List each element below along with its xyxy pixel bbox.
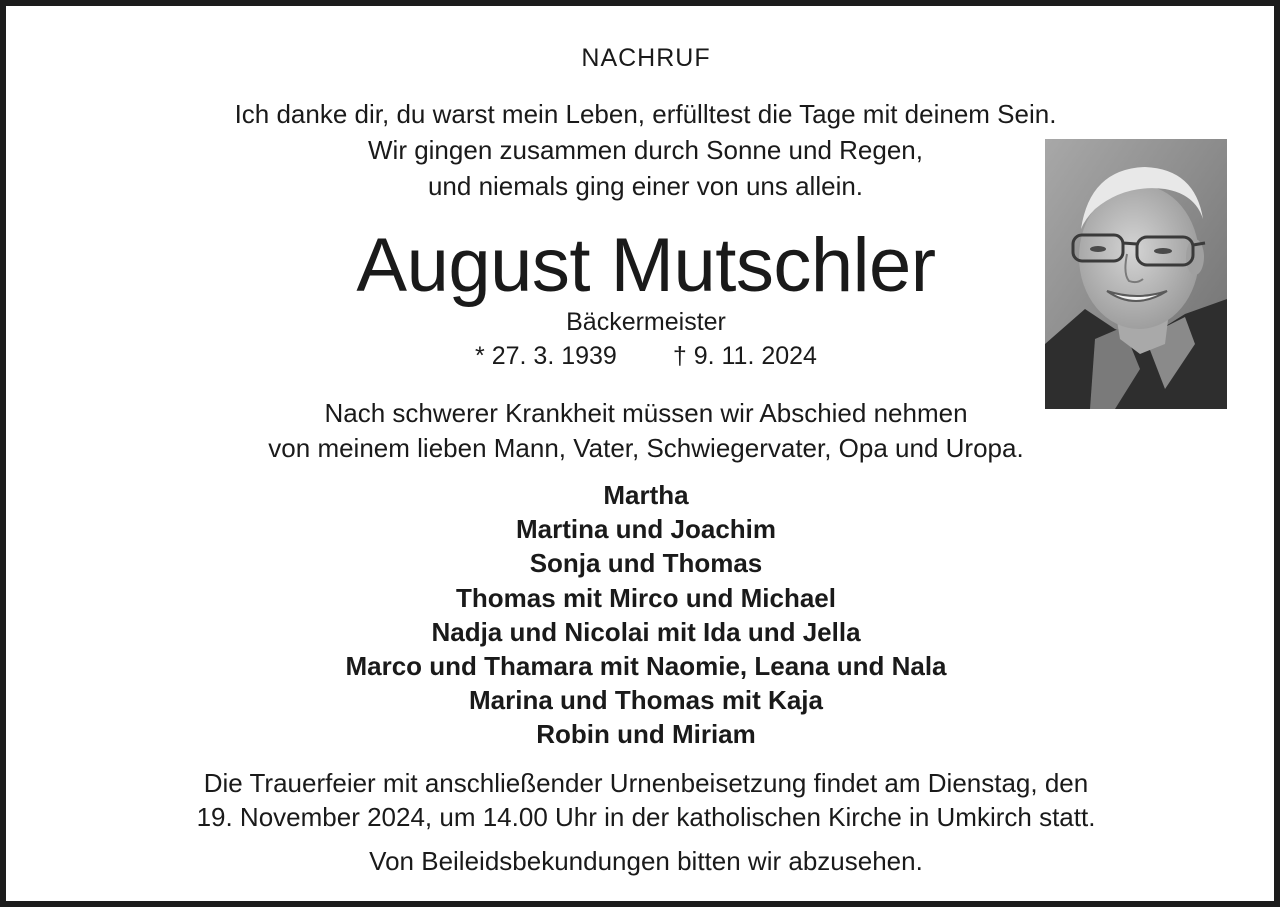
closing-note: Von Beileidsbekundungen bitten wir abzusehen. bbox=[369, 846, 923, 876]
deceased-name: August Mutschler bbox=[356, 223, 936, 308]
birth-date: * 27. 3. 1939 bbox=[475, 342, 617, 370]
mourner-entry: Marco und Thamara mit Naomie, Leana und Nala bbox=[345, 651, 947, 682]
mourner-entry: Nadja und Nicolai mit Ida und Jella bbox=[431, 616, 861, 647]
poem-line: Ich danke dir, du warst mein Leben, erfülltest die Tage mit deinem Sein. bbox=[234, 99, 1057, 129]
mourner-entry: Thomas mit Mirco und Michael bbox=[456, 582, 836, 613]
mourner-entry: Robin und Miriam bbox=[536, 719, 756, 750]
poem-line: Wir gingen zusammen durch Sonne und Regen, bbox=[368, 135, 923, 165]
poem-line: und niemals ging einer von uns allein. bbox=[427, 171, 864, 201]
mourner-entry: Martha bbox=[603, 480, 689, 510]
farewell-line: Nach schwerer Krankheit müssen wir Abschied nehmen bbox=[324, 398, 968, 428]
mourner-entry: Sonja und Thomas bbox=[529, 548, 763, 579]
death-date: † 9. 11. 2024 bbox=[672, 342, 817, 370]
funeral-service-info bbox=[6, 766, 1280, 834]
mourner-entry: Martina und Joachim bbox=[515, 514, 777, 545]
service-line: Die Trauerfeier mit anschließender Urnenbeisetzung findet am Dienstag, den bbox=[203, 768, 1089, 798]
portrait-photo bbox=[1045, 139, 1227, 409]
deceased-profession: Bäckermeister bbox=[566, 308, 726, 336]
farewell-line: von meinem lieben Mann, Vater, Schwiegervater, Opa und Uropa. bbox=[268, 433, 1024, 463]
mourner-entry: Marina und Thomas mit Kaja bbox=[469, 685, 823, 716]
service-line: 19. November 2024, um 14.00 Uhr in der katholischen Kirche in Umkirch statt. bbox=[196, 802, 1096, 832]
mourners-list bbox=[6, 478, 1280, 752]
notice-header: NACHRUF bbox=[581, 44, 711, 72]
